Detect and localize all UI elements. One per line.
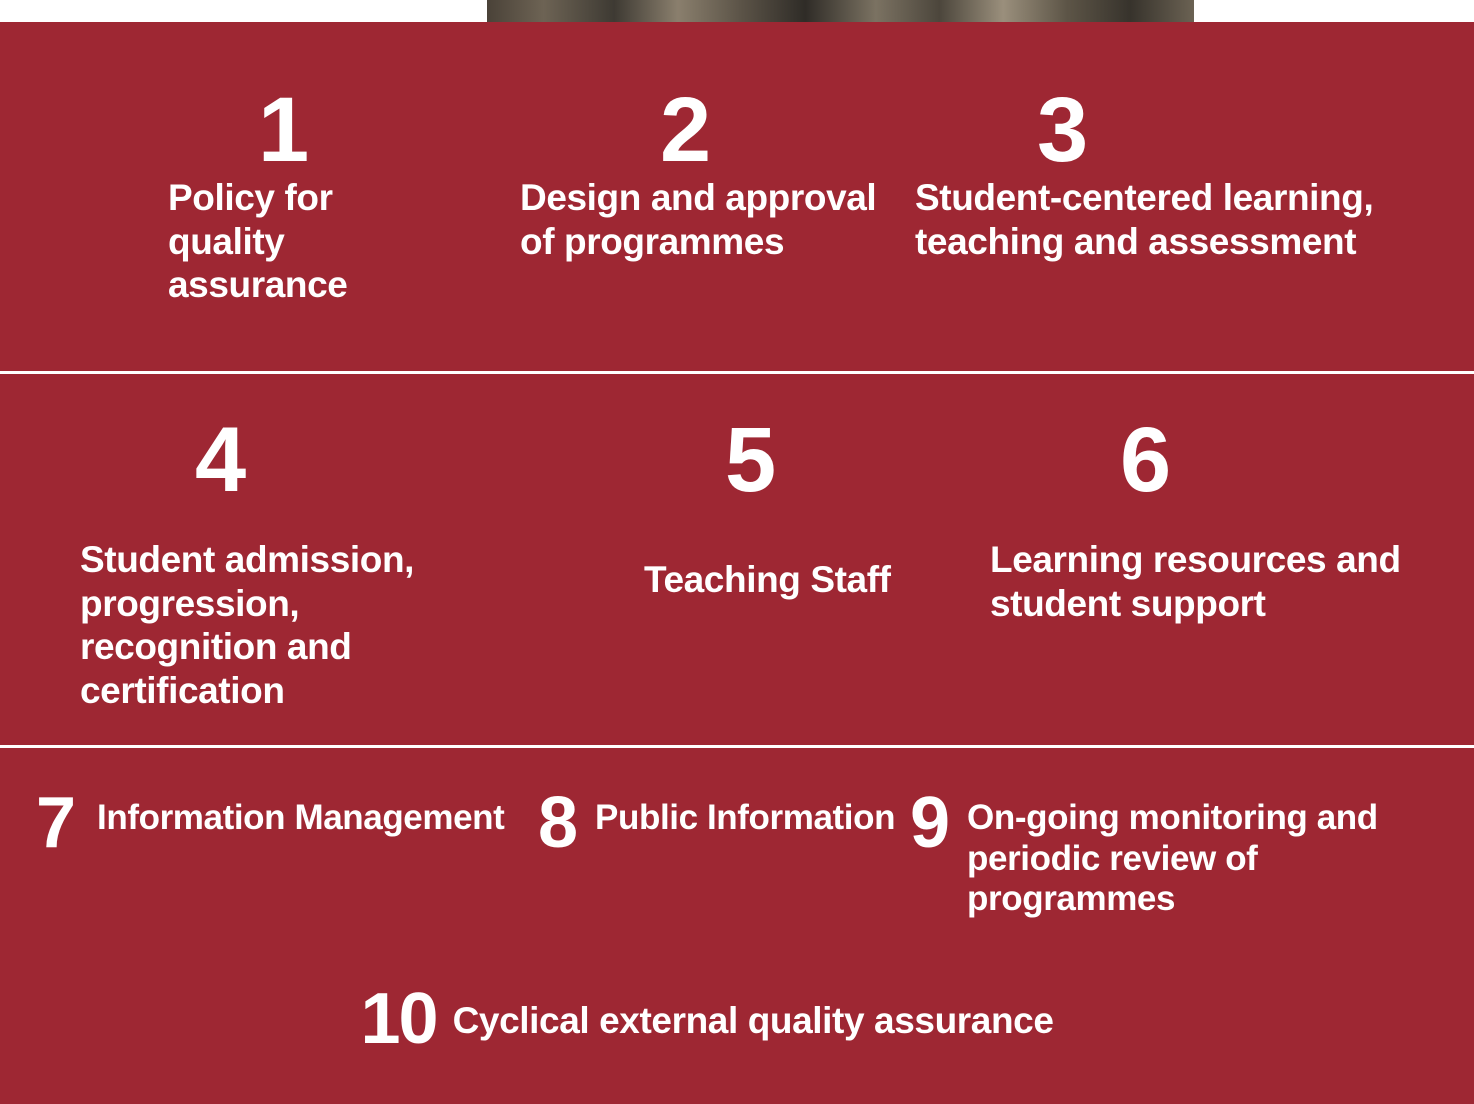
top-right-whitespace — [1194, 0, 1474, 22]
standard-title: Student admission, progression, recognition and certification — [80, 539, 415, 711]
standard-item-1 — [0, 22, 420, 371]
standard-title: Student-centered learning, teaching and assessment — [915, 177, 1374, 262]
standards-row-2 — [0, 374, 1474, 748]
standard-item-7 — [0, 783, 520, 920]
standard-number: 3 — [1037, 79, 1088, 181]
standard-title: Teaching Staff — [644, 559, 891, 600]
standard-item-2 — [420, 22, 915, 371]
standard-number: 4 — [195, 409, 246, 511]
standard-number: 10 — [360, 978, 437, 1059]
standard-title: Design and approval of programmes — [520, 177, 877, 262]
standard-item-5 — [490, 374, 990, 745]
standard-item-6 — [990, 374, 1474, 745]
standard-title: Public Information — [595, 798, 896, 837]
standards-row-3 — [0, 748, 1474, 1104]
standard-number: 7 — [36, 783, 76, 863]
standard-item-8 — [520, 783, 910, 920]
standard-number: 1 — [258, 79, 309, 181]
standard-number: 8 — [538, 783, 578, 863]
standard-item-10 — [0, 978, 1474, 1059]
standard-item-3 — [915, 22, 1474, 371]
standards-row-1 — [0, 22, 1474, 374]
standard-title: Cyclical external quality assurance — [452, 999, 1054, 1041]
standard-title: Learning resources and student support — [990, 539, 1401, 624]
standard-title: Policy for quality assurance — [168, 177, 348, 306]
standard-item-4 — [0, 374, 490, 745]
standard-number: 5 — [725, 409, 776, 511]
standard-title: On-going monitoring and periodic review of programmes — [967, 798, 1378, 919]
standard-number: 2 — [660, 79, 711, 181]
photo-band-fragment — [487, 0, 1194, 22]
standard-item-9 — [910, 783, 1430, 920]
top-strip — [0, 0, 1474, 22]
standard-number: 9 — [910, 783, 950, 863]
standard-number: 6 — [1120, 409, 1171, 511]
standard-title: Information Management — [97, 798, 505, 837]
